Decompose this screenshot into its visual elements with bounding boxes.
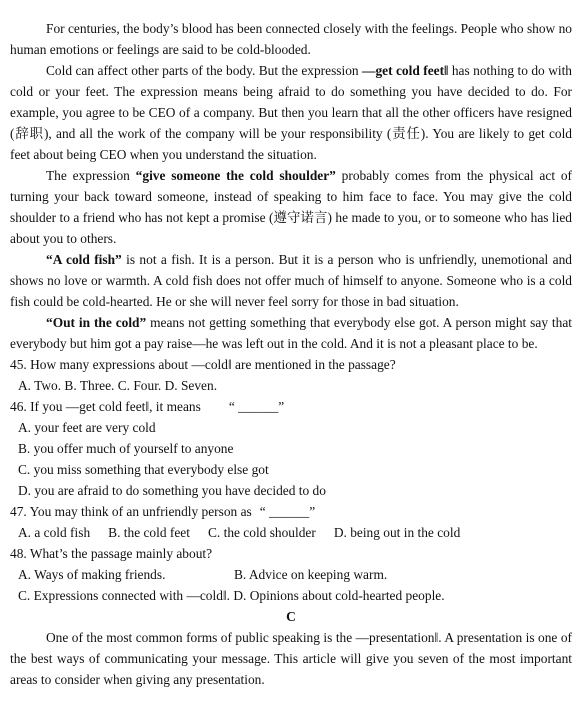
question-48-stem: 48. What’s the passage mainly about? bbox=[10, 546, 213, 561]
answer-blank: “ ______” bbox=[259, 504, 316, 519]
passage-paragraph-1 bbox=[0, 18, 582, 60]
question-46-option-c: C. you miss something that everybody else got bbox=[18, 462, 269, 477]
paragraph-text: has nothing to do with cold or your feet. The expression means being afraid to do something you have decided to do. For example, you agree to be CEO of a company. But then you learn that all the other officers have resigned (辞职), and all the work of the company will be your responsibility (责任). You are likely to get cold feet about being CEO when you understand the situation. bbox=[10, 63, 572, 162]
option-a: A. Ways of making friends. bbox=[18, 567, 166, 582]
paragraph-text: means not getting something that everybody else got. A person might say that everybody but him got a pay raise—he was left out in the cold. And it is not a pleasant place to be. bbox=[10, 315, 572, 351]
option-b: B. the cold feet bbox=[108, 525, 190, 540]
paragraph-text: is not a fish. It is a person. But it is a person who is unfriendly, unemotional and shows no love or warmth. A cold fish does not offer much of himself to anyone. Someone who is a cold fish could be cold-hearted. He or she will never feel sorry for those in bad situation. bbox=[10, 252, 572, 309]
passage-paragraph-4 bbox=[0, 249, 582, 312]
passage-paragraph-3 bbox=[0, 165, 582, 249]
question-48-options-row-2: C. Expressions connected with —cold‖. D. Opinions about cold-hearted people. bbox=[18, 588, 445, 603]
question-text: 47. You may think of an unfriendly person as bbox=[10, 504, 252, 519]
question-46-stem bbox=[0, 396, 582, 417]
question-45-stem: 45. How many expressions about —cold‖ are mentioned in the passage? bbox=[10, 357, 396, 372]
passage-paragraph-2 bbox=[0, 60, 582, 165]
question-48-options-row-1 bbox=[0, 564, 582, 585]
expression-term: —get cold feet‖ bbox=[362, 63, 449, 78]
question-46-option-b: B. you offer much of yourself to anyone bbox=[18, 441, 234, 456]
question-text: 46. If you —get cold feet‖, it means bbox=[10, 399, 201, 414]
question-46-option-a: A. your feet are very cold bbox=[18, 420, 156, 435]
paragraph-text: For centuries, the body’s blood has been connected closely with the feelings. People who show no human emotions or feelings are said to be cold-blooded. bbox=[10, 21, 572, 57]
question-45-options: A. Two. B. Three. C. Four. D. Seven. bbox=[18, 378, 218, 393]
question-47-options bbox=[0, 522, 582, 543]
section-heading: C bbox=[286, 609, 296, 624]
question-46-option-d: D. you are afraid to do something you have decided to do bbox=[18, 483, 326, 498]
document-page bbox=[0, 18, 582, 690]
paragraph-text: The expression bbox=[46, 168, 136, 183]
question-47-stem bbox=[0, 501, 582, 522]
passage-paragraph-5 bbox=[0, 312, 582, 354]
expression-term: “give someone the cold shoulder” bbox=[135, 168, 336, 183]
option-b: B. Advice on keeping warm. bbox=[234, 567, 388, 582]
option-c: C. the cold shoulder bbox=[207, 525, 316, 540]
option-d: D. being out in the cold bbox=[333, 525, 461, 540]
next-passage-paragraph: One of the most common forms of public speaking is the —presentation‖. A presentation is one of the best ways of communicating your message. This article will give you seven of the most important areas to consider when giving any presentation. bbox=[10, 630, 572, 687]
expression-term: “Out in the cold” bbox=[46, 315, 147, 330]
answer-blank: “ ______” bbox=[228, 399, 285, 414]
paragraph-text: probably comes from the physical act of turning your back toward someone, instead of speaking to him face to face. You may give the cold shoulder to a friend who has not kept a promise (遵守诺言) he made to you, or to someone who has lied about you to others. bbox=[10, 168, 572, 246]
paragraph-text: Cold can affect other parts of the body. But the expression bbox=[46, 63, 363, 78]
expression-term: “A cold fish” bbox=[46, 252, 122, 267]
option-a: A. a cold fish bbox=[18, 525, 91, 540]
